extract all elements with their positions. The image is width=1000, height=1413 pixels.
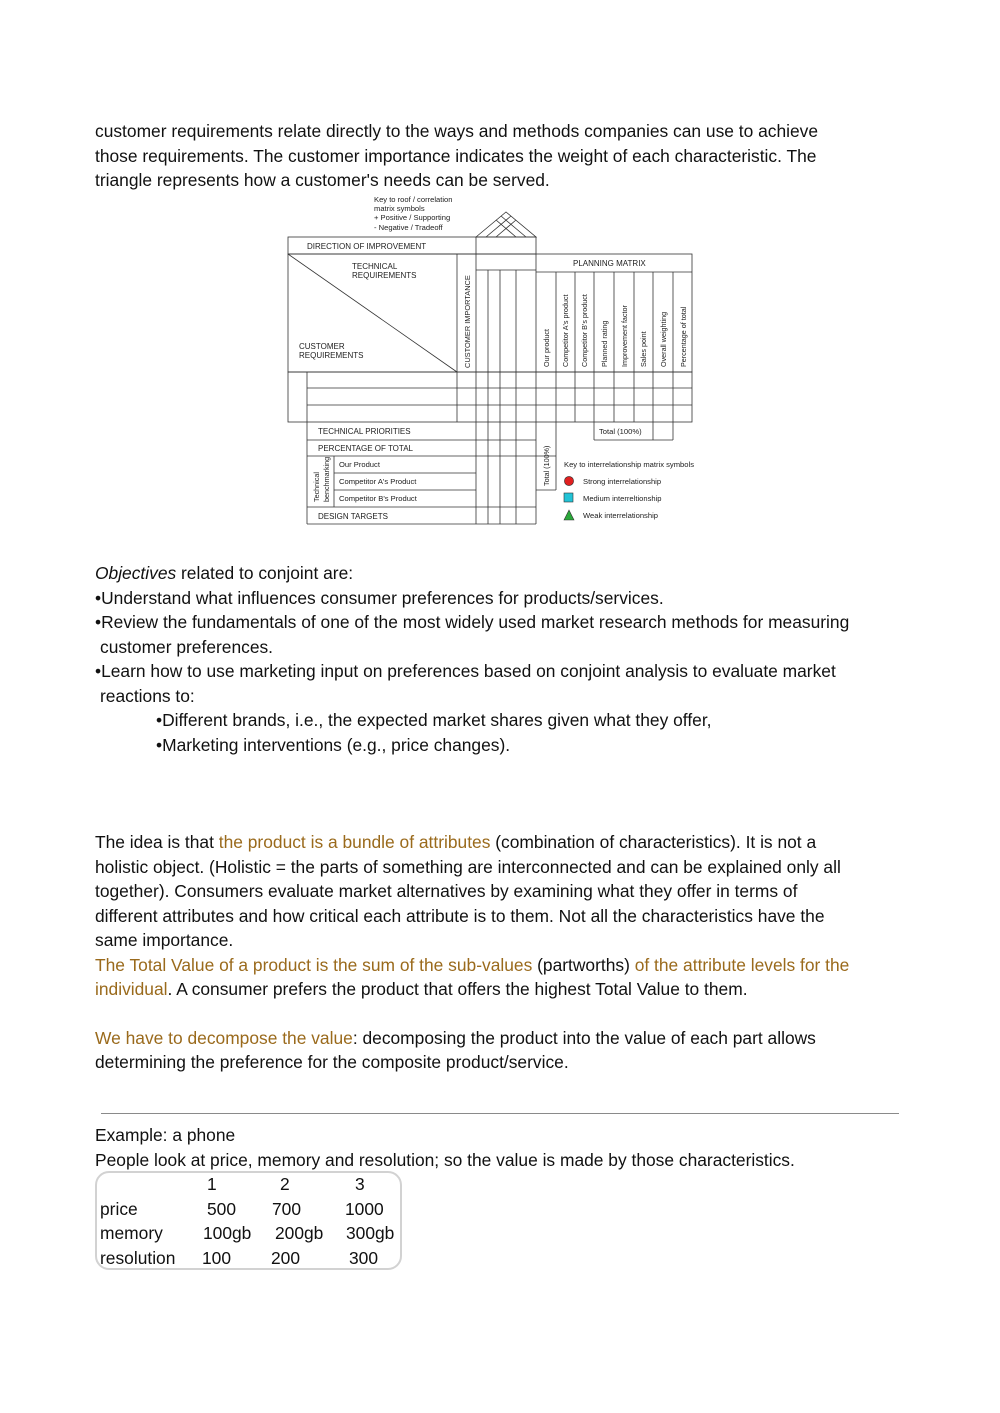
- strong-symbol-icon: [564, 476, 573, 485]
- table-cell: 200gb: [275, 1223, 324, 1243]
- table-cell: 1000: [345, 1199, 384, 1219]
- idea-line-7-b: . A consumer prefers the product that offers the highest Total Value to them.: [167, 979, 748, 999]
- direction-of-improvement: DIRECTION OF IMPROVEMENT: [307, 242, 427, 251]
- objectives-heading-italic: Objectives: [95, 563, 177, 583]
- objective-bullet-3: •Learn how to use marketing input on preferences based on conjoint analysis to evaluate market: [95, 661, 836, 681]
- decompose-line-1: [95, 1026, 816, 1051]
- objectives-heading: [95, 561, 353, 586]
- idea-line-1: [95, 830, 816, 855]
- house-of-quality-diagram: [0, 0, 1000, 540]
- technical-priorities-label: TECHNICAL PRIORITIES: [318, 427, 411, 436]
- table-cell: 100: [202, 1248, 232, 1268]
- idea-line-1-a: The idea is that: [95, 832, 219, 852]
- planning-col-improvement-factor: Improvement factor: [620, 305, 629, 367]
- weak-symbol-icon: [564, 510, 574, 520]
- medium-symbol-icon: [564, 493, 573, 502]
- interrelationship-key-title: Key to interrelationship matrix symbols: [564, 460, 694, 469]
- objective-bullet-2-cont: customer preferences.: [100, 637, 274, 657]
- intro-line-3: triangle represents how a customer's needs can be served.: [95, 170, 550, 190]
- example-title: Example: a phone: [95, 1125, 236, 1145]
- table-cell: 200: [271, 1248, 301, 1268]
- planning-matrix-label: PLANNING MATRIX: [573, 259, 646, 268]
- idea-line-6: [95, 953, 849, 978]
- objective-sub-bullet-2: •Marketing interventions (e.g., price changes).: [156, 735, 511, 755]
- planning-col-overall-weighting: Overall weighting: [659, 311, 668, 367]
- table-cell: 300: [349, 1248, 379, 1268]
- horizontal-divider: [101, 1113, 899, 1114]
- technical-requirements-1: TECHNICAL: [352, 262, 398, 271]
- customer-requirements-2: REQUIREMENTS: [299, 351, 364, 360]
- objective-bullet-3-cont: reactions to:: [100, 686, 195, 706]
- customer-importance-label: CUSTOMER IMPORTANCE: [463, 275, 472, 368]
- decompose-highlight: We have to decompose the value: [95, 1028, 353, 1048]
- objective-bullet-2: •Review the fundamentals of one of the most widely used market research methods for measuring: [95, 612, 850, 632]
- percentage-of-total-label: PERCENTAGE OF TOTAL: [318, 444, 413, 453]
- customer-requirements-1: CUSTOMER: [299, 342, 345, 351]
- total-100-vertical: Total (100%): [542, 445, 551, 486]
- table-header-2: 2: [280, 1174, 290, 1194]
- total-100-label: Total (100%): [599, 427, 642, 436]
- idea-line-1-c: (combination of characteristics). It is not a: [490, 832, 817, 852]
- table-header-3: 3: [355, 1174, 365, 1194]
- planning-col-sales-point: Sales point: [639, 331, 648, 367]
- objective-bullet-1: •Understand what influences consumer preferences for products/services.: [95, 588, 664, 608]
- table-cell: 700: [272, 1199, 302, 1219]
- bench-competitor-a: Competitor A's Product: [339, 477, 417, 486]
- idea-highlight-attribute-levels: of the attribute levels for the: [634, 955, 850, 975]
- technical-benchmarking-2: benchmarking: [322, 456, 331, 502]
- idea-line-5: same importance.: [95, 930, 234, 950]
- planning-col-planned-rating: Planned rating: [600, 320, 609, 367]
- strong-interrelationship-label: Strong interrelationship: [583, 477, 662, 486]
- intro-line-2: those requirements. The customer importance indicates the weight of each characteristic. The: [95, 146, 817, 166]
- idea-line-4: different attributes and how critical each attribute is to them. Not all the characteristics have the: [95, 906, 825, 926]
- objective-sub-bullet-1: •Different brands, i.e., the expected market shares given what they offer,: [156, 710, 712, 730]
- planning-col-percentage-of-total: Percentage of total: [679, 306, 688, 367]
- decompose-line-2: determining the preference for the composite product/service.: [95, 1052, 569, 1072]
- decompose-line-1-b: : decomposing the product into the value of each part allows: [352, 1028, 816, 1048]
- technical-requirements-2: REQUIREMENTS: [352, 271, 417, 280]
- idea-line-3: together). Consumers evaluate market alternatives by examining what they offer in terms of: [95, 881, 798, 901]
- design-targets-label: DESIGN TARGETS: [318, 512, 388, 521]
- table-row-label-memory: memory: [100, 1223, 163, 1243]
- planning-col-competitor-b: Competitor B's product: [580, 294, 589, 367]
- planning-col-competitor-a: Competitor A's product: [561, 294, 570, 367]
- table-row-label-price: price: [100, 1199, 138, 1219]
- table-cell: 500: [207, 1199, 237, 1219]
- idea-highlight-bundle: the product is a bundle of attributes: [218, 832, 491, 852]
- planning-col-our-product: Our product: [542, 329, 551, 367]
- bench-competitor-b: Competitor B's Product: [339, 494, 417, 503]
- idea-highlight-individual: individual: [95, 979, 168, 999]
- roof-key-positive: + Positive / Supporting: [374, 213, 451, 222]
- technical-benchmarking-1: Technical: [312, 472, 321, 502]
- idea-line-7: [95, 977, 748, 1002]
- medium-interrelationship-label: Medium interreltionship: [583, 494, 662, 503]
- example-description: People look at price, memory and resolution; so the value is made by those characteristics.: [95, 1150, 795, 1170]
- bench-our-product: Our Product: [339, 460, 380, 469]
- idea-highlight-total-value: The Total Value of a product is the sum of the sub-values: [95, 955, 533, 975]
- weak-interrelationship-label: Weak interrelationship: [583, 511, 658, 520]
- intro-line-1: customer requirements relate directly to the ways and methods companies can use to achieve: [95, 121, 819, 141]
- roof-key-negative: - Negative / Tradeoff: [374, 223, 443, 232]
- idea-partworths: (partworths): [532, 955, 635, 975]
- objectives-heading-rest: related to conjoint are:: [176, 563, 354, 583]
- roof-key-line-2: matrix symbols: [374, 204, 425, 213]
- table-cell: 100gb: [203, 1223, 252, 1243]
- roof-key-line-1: Key to roof / correlation: [374, 195, 453, 204]
- table-row-label-resolution: resolution: [100, 1248, 176, 1268]
- table-cell: 300gb: [346, 1223, 395, 1243]
- idea-line-2: holistic object. (Holistic = the parts of something are interconnected and can be explained only all: [95, 857, 841, 877]
- table-header-1: 1: [207, 1174, 217, 1194]
